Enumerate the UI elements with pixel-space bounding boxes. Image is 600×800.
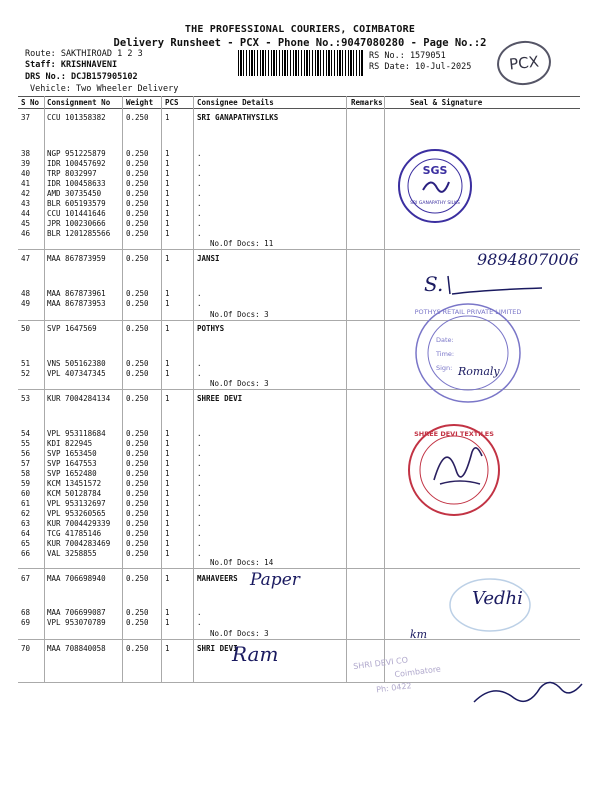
company-title: THE PROFESSIONAL COURIERS, COIMBATORE bbox=[184, 24, 416, 35]
consignment-number: IDR 100457692 bbox=[47, 159, 106, 168]
serial-number: 41 bbox=[21, 179, 31, 188]
pieces: 1 bbox=[165, 359, 170, 368]
table-row bbox=[0, 209, 600, 219]
consignment-number: MAA 708840058 bbox=[47, 644, 106, 653]
consignee: . bbox=[197, 219, 202, 228]
pieces: 1 bbox=[165, 608, 170, 617]
consignment-number: KUR 7004283469 bbox=[47, 539, 111, 548]
rs-number: RS No.: 1579051 bbox=[369, 51, 446, 61]
group-separator bbox=[18, 568, 580, 569]
consignee: . bbox=[197, 489, 202, 498]
header-consignee: Consignee Details bbox=[197, 98, 274, 107]
pieces: 1 bbox=[165, 199, 170, 208]
pothys-stamp-text: POTHYS RETAIL PRIVATE LIMITED bbox=[414, 308, 522, 316]
weight: 0.250 bbox=[126, 479, 149, 488]
serial-number: 60 bbox=[21, 489, 31, 498]
consignee: . bbox=[197, 199, 202, 208]
consignment-number: VNS 505162380 bbox=[47, 359, 106, 368]
consignee: . bbox=[197, 459, 202, 468]
table-row bbox=[0, 219, 600, 229]
weight: 0.250 bbox=[126, 289, 149, 298]
signature-shridevi-initial: km bbox=[410, 628, 428, 641]
consignee: . bbox=[197, 618, 202, 627]
table-row bbox=[0, 519, 600, 529]
consignment-number: IDR 100458633 bbox=[47, 179, 106, 188]
consignment-number: KDI 822945 bbox=[47, 439, 93, 448]
group-separator bbox=[18, 639, 580, 640]
pieces: 1 bbox=[165, 169, 170, 178]
serial-number: 52 bbox=[21, 369, 31, 378]
table-row bbox=[0, 469, 600, 479]
serial-number: 47 bbox=[21, 254, 31, 263]
table-row bbox=[0, 429, 600, 439]
table-row bbox=[0, 229, 600, 239]
pieces: 1 bbox=[165, 219, 170, 228]
weight: 0.250 bbox=[126, 608, 149, 617]
weight: 0.250 bbox=[126, 254, 149, 263]
shridevi-stamp-address: Coimbatore bbox=[394, 664, 442, 680]
serial-number: 67 bbox=[21, 574, 31, 583]
table-row bbox=[0, 179, 600, 189]
pieces: 1 bbox=[165, 394, 170, 403]
pieces: 1 bbox=[165, 429, 170, 438]
weight: 0.250 bbox=[126, 644, 149, 653]
consignee: . bbox=[197, 359, 202, 368]
header-sno: S No bbox=[21, 98, 40, 107]
group-total: No.Of Docs: 11 bbox=[210, 239, 274, 248]
consignee: . bbox=[197, 289, 202, 298]
serial-number: 38 bbox=[21, 149, 31, 158]
table-row bbox=[0, 499, 600, 509]
weight: 0.250 bbox=[126, 229, 149, 238]
table-top-border bbox=[18, 96, 580, 97]
consignment-number: TRP 8032997 bbox=[47, 169, 97, 178]
pieces: 1 bbox=[165, 299, 170, 308]
pieces: 1 bbox=[165, 469, 170, 478]
weight: 0.250 bbox=[126, 394, 149, 403]
weight: 0.250 bbox=[126, 369, 149, 378]
serial-number: 64 bbox=[21, 529, 31, 538]
table-row bbox=[0, 199, 600, 209]
weight: 0.250 bbox=[126, 199, 149, 208]
group-total: No.Of Docs: 14 bbox=[210, 558, 274, 567]
pieces: 1 bbox=[165, 324, 170, 333]
pieces: 1 bbox=[165, 159, 170, 168]
pothys-time: Time: bbox=[436, 350, 455, 358]
weight: 0.250 bbox=[126, 189, 149, 198]
weight: 0.250 bbox=[126, 469, 149, 478]
consignee: . bbox=[197, 499, 202, 508]
consignment-number: SVP 1647553 bbox=[47, 459, 97, 468]
serial-number: 59 bbox=[21, 479, 31, 488]
header-remarks: Remarks bbox=[351, 98, 383, 107]
pieces: 1 bbox=[165, 179, 170, 188]
vehicle-label: Vehicle: Two Wheeler Delivery bbox=[30, 84, 179, 94]
consignee: . bbox=[197, 369, 202, 378]
consignment-number: SVP 1652480 bbox=[47, 469, 97, 478]
serial-number: 51 bbox=[21, 359, 31, 368]
consignee: . bbox=[197, 189, 202, 198]
group-total: No.Of Docs: 3 bbox=[210, 629, 269, 638]
route-label: Route: SAKTHIROAD 1 2 3 bbox=[25, 49, 143, 59]
pieces: 1 bbox=[165, 479, 170, 488]
pieces: 1 bbox=[165, 209, 170, 218]
serial-number: 53 bbox=[21, 394, 31, 403]
consignee: . bbox=[197, 179, 202, 188]
consignee: . bbox=[197, 608, 202, 617]
weight: 0.250 bbox=[126, 529, 149, 538]
consignment-number: JPR 100230666 bbox=[47, 219, 106, 228]
consignee: . bbox=[197, 549, 202, 558]
weight: 0.250 bbox=[126, 324, 149, 333]
weight: 0.250 bbox=[126, 219, 149, 228]
consignee: . bbox=[197, 229, 202, 238]
serial-number: 61 bbox=[21, 499, 31, 508]
consignment-number: SVP 1647569 bbox=[47, 324, 97, 333]
consignment-number: TCG 41785146 bbox=[47, 529, 102, 538]
signature-stroke bbox=[440, 266, 550, 300]
weight: 0.250 bbox=[126, 299, 149, 308]
serial-number: 57 bbox=[21, 459, 31, 468]
serial-number: 42 bbox=[21, 189, 31, 198]
table-row bbox=[0, 189, 600, 199]
pieces: 1 bbox=[165, 439, 170, 448]
consignment-number: CCU 101358382 bbox=[47, 113, 106, 122]
weight: 0.250 bbox=[126, 519, 149, 528]
table-row bbox=[0, 529, 600, 539]
serial-number: 45 bbox=[21, 219, 31, 228]
consignment-number: NGP 951225879 bbox=[47, 149, 106, 158]
consignment-number: MAA 867873961 bbox=[47, 289, 106, 298]
table-row bbox=[0, 149, 600, 159]
header-consignment: Consignment No bbox=[47, 98, 111, 107]
table-row bbox=[0, 549, 600, 559]
header-seal: Seal & Signature bbox=[410, 98, 483, 107]
pieces: 1 bbox=[165, 449, 170, 458]
consignee: . bbox=[197, 539, 202, 548]
consignment-number: SVP 1653450 bbox=[47, 449, 97, 458]
consignment-number: VPL 953118684 bbox=[47, 429, 106, 438]
pcx-stamp: PCX bbox=[495, 38, 553, 87]
consignment-number: MAA 867873953 bbox=[47, 299, 106, 308]
serial-number: 55 bbox=[21, 439, 31, 448]
pieces: 1 bbox=[165, 644, 170, 653]
consignment-number: MAA 706699087 bbox=[47, 608, 106, 617]
pothys-date: Date: bbox=[436, 336, 454, 344]
pieces: 1 bbox=[165, 519, 170, 528]
serial-number: 37 bbox=[21, 113, 31, 122]
serial-number: 48 bbox=[21, 289, 31, 298]
serial-number: 49 bbox=[21, 299, 31, 308]
pieces: 1 bbox=[165, 529, 170, 538]
serial-number: 58 bbox=[21, 469, 31, 478]
serial-number: 50 bbox=[21, 324, 31, 333]
shreedevi-stamp bbox=[404, 422, 504, 518]
table-row bbox=[0, 509, 600, 519]
weight: 0.250 bbox=[126, 359, 149, 368]
weight: 0.250 bbox=[126, 449, 149, 458]
sgs-stamp-text: SGS bbox=[422, 164, 448, 177]
table-row bbox=[0, 439, 600, 449]
consignee: . bbox=[197, 469, 202, 478]
serial-number: 43 bbox=[21, 199, 31, 208]
shreedevi-stamp-text: SHREE DEVI TEXTILES bbox=[414, 430, 494, 438]
consignee: POTHYS bbox=[197, 324, 225, 333]
pieces: 1 bbox=[165, 618, 170, 627]
sgs-stamp bbox=[395, 146, 475, 226]
pieces: 1 bbox=[165, 149, 170, 158]
signature-pothys: Romaly bbox=[458, 365, 500, 378]
drs-label: DRS No.: DCJB157905102 bbox=[25, 72, 138, 82]
barcode bbox=[238, 50, 363, 76]
handwritten-phone: 9894807006 bbox=[477, 250, 579, 269]
weight: 0.250 bbox=[126, 574, 149, 583]
consignment-number: KCM 13451572 bbox=[47, 479, 102, 488]
table-row bbox=[0, 169, 600, 179]
consignee: . bbox=[197, 509, 202, 518]
consignee: . bbox=[197, 529, 202, 538]
signature-shridevi: Ram bbox=[232, 642, 279, 666]
consignment-number: KUR 7004429339 bbox=[47, 519, 111, 528]
weight: 0.250 bbox=[126, 539, 149, 548]
signature-scribble bbox=[470, 672, 590, 712]
pieces: 1 bbox=[165, 539, 170, 548]
weight: 0.250 bbox=[126, 169, 149, 178]
staff-label: Staff: KRISHNAVENI bbox=[25, 60, 118, 70]
consignee: SRI GANAPATHYSILKS bbox=[197, 113, 279, 122]
consignment-number: KUR 7004284134 bbox=[47, 394, 111, 403]
serial-number: 46 bbox=[21, 229, 31, 238]
table-row bbox=[0, 459, 600, 469]
serial-number: 66 bbox=[21, 549, 31, 558]
consignment-number: MAA 706698940 bbox=[47, 574, 106, 583]
shridevi-stamp-name: SHRI DEVI CO bbox=[352, 655, 409, 672]
consignment-number: KCM 50128784 bbox=[47, 489, 102, 498]
weight: 0.250 bbox=[126, 459, 149, 468]
weight: 0.250 bbox=[126, 509, 149, 518]
runsheet-title: Delivery Runsheet - PCX - Phone No.:9047080280 - Page No.:2 bbox=[113, 37, 487, 49]
consignment-number: BLR 605193579 bbox=[47, 199, 106, 208]
table-row bbox=[0, 479, 600, 489]
table-row bbox=[0, 113, 600, 123]
pieces: 1 bbox=[165, 499, 170, 508]
rs-date: RS Date: 10-Jul-2025 bbox=[369, 62, 472, 72]
signature-jansi: S. bbox=[424, 272, 444, 296]
weight: 0.250 bbox=[126, 439, 149, 448]
weight: 0.250 bbox=[126, 113, 149, 122]
table-row bbox=[0, 449, 600, 459]
consignment-number: AMD 30735450 bbox=[47, 189, 102, 198]
consignee: . bbox=[197, 299, 202, 308]
shridevi-stamp-phone: Ph: 0422 bbox=[375, 681, 413, 695]
pieces: 1 bbox=[165, 369, 170, 378]
weight: 0.250 bbox=[126, 209, 149, 218]
consignee: SHREE DEVI bbox=[197, 394, 243, 403]
header-pcs: PCS bbox=[165, 98, 179, 107]
sgs-stamp-subtext: SRI GANAPATHY SILKS bbox=[410, 201, 460, 206]
group-total: No.Of Docs: 3 bbox=[210, 379, 269, 388]
consignment-number: VPL 953070789 bbox=[47, 618, 106, 627]
consignment-number: VPL 407347345 bbox=[47, 369, 106, 378]
pieces: 1 bbox=[165, 254, 170, 263]
serial-number: 70 bbox=[21, 644, 31, 653]
weight: 0.250 bbox=[126, 159, 149, 168]
weight: 0.250 bbox=[126, 429, 149, 438]
table-row bbox=[0, 159, 600, 169]
consignee: . bbox=[197, 429, 202, 438]
consignment-number: CCU 101441646 bbox=[47, 209, 106, 218]
consignee: . bbox=[197, 209, 202, 218]
consignment-number: BLR 1201285566 bbox=[47, 229, 111, 238]
consignee: . bbox=[197, 149, 202, 158]
weight: 0.250 bbox=[126, 149, 149, 158]
consignee: . bbox=[197, 439, 202, 448]
pieces: 1 bbox=[165, 509, 170, 518]
remark-paper: Paper bbox=[250, 570, 300, 590]
consignment-number: VPL 953132697 bbox=[47, 499, 106, 508]
consignee: JANSI bbox=[197, 254, 220, 263]
weight: 0.250 bbox=[126, 549, 149, 558]
consignment-number: MAA 867873959 bbox=[47, 254, 106, 263]
table-row bbox=[0, 489, 600, 499]
pieces: 1 bbox=[165, 489, 170, 498]
weight: 0.250 bbox=[126, 499, 149, 508]
consignee: . bbox=[197, 169, 202, 178]
consignee: MAHAVEERS bbox=[197, 574, 238, 583]
signature-mahaveers: Vedhi bbox=[472, 588, 523, 609]
serial-number: 65 bbox=[21, 539, 31, 548]
pieces: 1 bbox=[165, 459, 170, 468]
pieces: 1 bbox=[165, 289, 170, 298]
serial-number: 62 bbox=[21, 509, 31, 518]
weight: 0.250 bbox=[126, 489, 149, 498]
pieces: 1 bbox=[165, 549, 170, 558]
serial-number: 39 bbox=[21, 159, 31, 168]
consignee: . bbox=[197, 479, 202, 488]
serial-number: 40 bbox=[21, 169, 31, 178]
pothys-stamp bbox=[412, 300, 524, 406]
pieces: 1 bbox=[165, 229, 170, 238]
serial-number: 44 bbox=[21, 209, 31, 218]
serial-number: 56 bbox=[21, 449, 31, 458]
weight: 0.250 bbox=[126, 618, 149, 627]
consignee: . bbox=[197, 449, 202, 458]
pieces: 1 bbox=[165, 113, 170, 122]
pieces: 1 bbox=[165, 574, 170, 583]
consignment-number: VAL 3258855 bbox=[47, 549, 97, 558]
pieces: 1 bbox=[165, 189, 170, 198]
table-row bbox=[0, 539, 600, 549]
serial-number: 63 bbox=[21, 519, 31, 528]
group-total: No.Of Docs: 3 bbox=[210, 310, 269, 319]
serial-number: 54 bbox=[21, 429, 31, 438]
header-weight: Weight bbox=[126, 98, 154, 107]
pothys-sign: Sign: bbox=[436, 364, 453, 372]
serial-number: 68 bbox=[21, 608, 31, 617]
consignment-number: VPL 953260565 bbox=[47, 509, 106, 518]
consignee: . bbox=[197, 519, 202, 528]
consignee: . bbox=[197, 159, 202, 168]
consignee: SHRI DEVI bbox=[197, 644, 238, 653]
weight: 0.250 bbox=[126, 179, 149, 188]
serial-number: 69 bbox=[21, 618, 31, 627]
table-header-border bbox=[18, 108, 580, 109]
